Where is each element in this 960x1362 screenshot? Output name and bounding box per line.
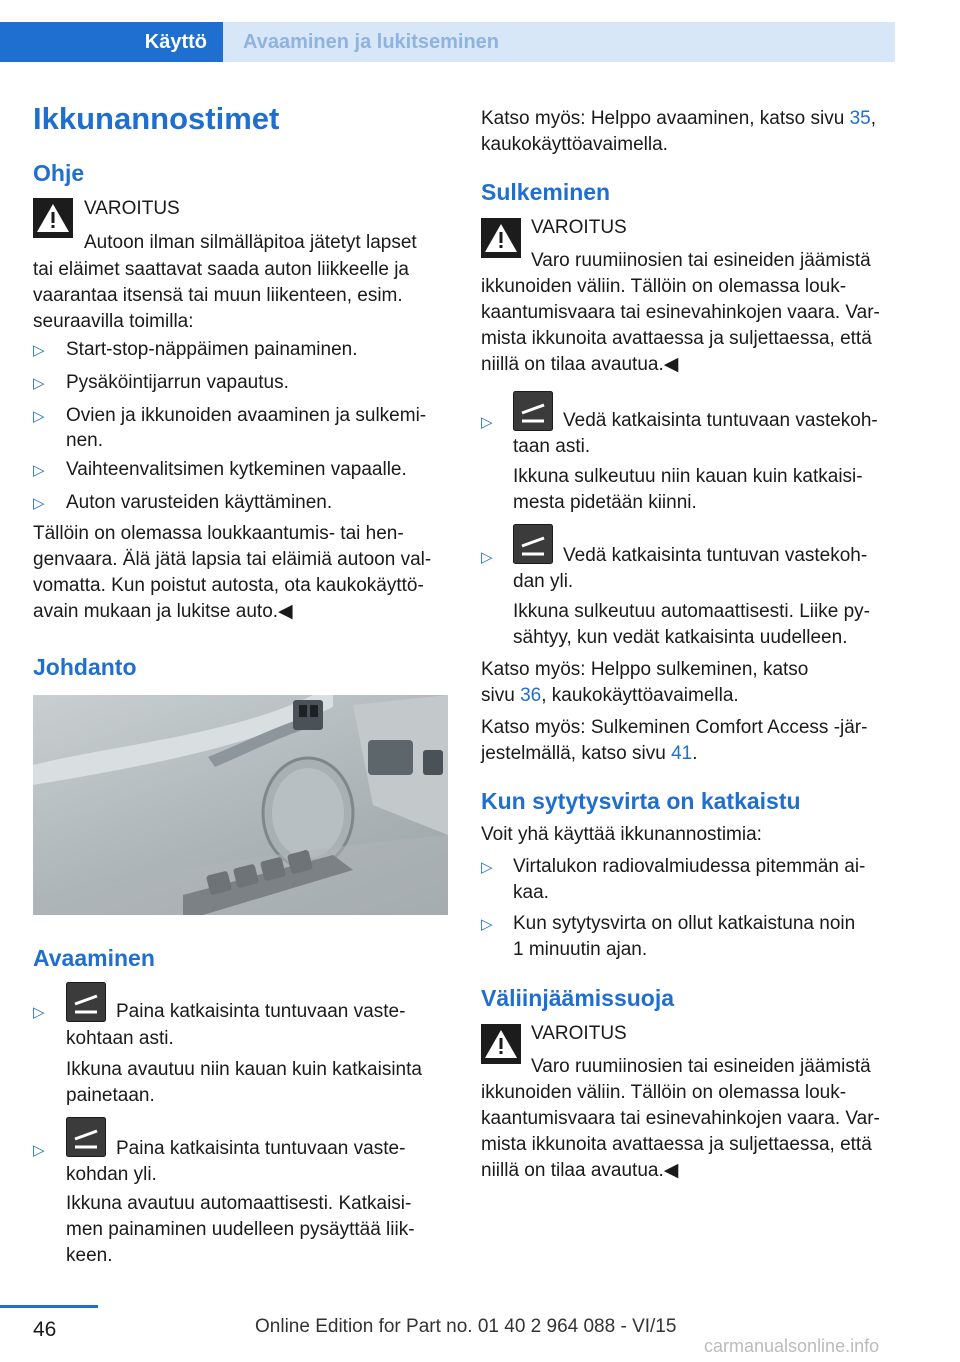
body-text: avain mukaan ja lukitse auto.◀ — [33, 601, 293, 622]
body-text: genvaara. Älä jätä lapsia tai eläimiä autoon val- — [33, 549, 432, 570]
step-text: men painaminen uudelleen pysäyttää liik- — [66, 1219, 415, 1240]
step-text: Ikkuna sulkeutuu niin kauan kuin katkaisi- — [513, 466, 863, 487]
list-item: Kun sytytysvirta on ollut katkaistuna noin — [513, 913, 856, 934]
list-item: Start-stop-näppäimen painaminen. — [66, 339, 358, 360]
window-switch-icon — [513, 391, 553, 431]
warning-text: seuraavilla toimilla: — [33, 311, 194, 332]
list-item: Pysäköintijarrun vapautus. — [66, 372, 289, 393]
bullet-icon: ▷ — [481, 859, 493, 876]
edition-text: Online Edition for Part no. 01 40 2 964 088 - VI/15 — [255, 1316, 677, 1337]
list-item-cont: 1 minuutin ajan. — [513, 939, 648, 960]
body-text: Tällöin on olemassa loukkaantumis- tai hen- — [33, 523, 404, 544]
step-text: sähtyy, kun vedät katkaisinta uudelleen. — [513, 627, 848, 648]
door-panel-photo — [33, 695, 448, 915]
step-text: Paina katkaisinta tuntuvaan vaste- — [116, 1001, 406, 1022]
step-text: taan asti. — [513, 436, 591, 457]
window-switch-icon — [66, 1117, 106, 1157]
step-text: kohdan yli. — [66, 1164, 157, 1185]
warning-text: kaantumisvaara tai esinevahinkojen vaara. Var- — [481, 302, 880, 323]
page-link[interactable]: 41 — [671, 743, 693, 764]
ignition-heading: Kun sytytysvirta on katkaistu — [481, 788, 801, 814]
page-link[interactable]: 35 — [849, 108, 871, 129]
page-number: 46 — [33, 1318, 57, 1341]
ohje-heading: Ohje — [33, 160, 85, 186]
warning-text: Autoon ilman silmälläpitoa jätetyt lapset — [84, 232, 417, 253]
bullet-icon: ▷ — [33, 1004, 45, 1021]
list-item: Ovien ja ikkunoiden avaaminen ja sulkemi- — [66, 405, 427, 426]
avaaminen-heading: Avaaminen — [33, 945, 155, 971]
step-text: painetaan. — [66, 1085, 155, 1106]
warning-text: vaarantaa itsensä tai muun liikenteen, esim. — [33, 285, 403, 306]
cross-reference: Katso myös: Helppo sulkeminen, katso — [481, 659, 809, 680]
step-text: Ikkuna sulkeutuu automaattisesti. Liike py- — [513, 601, 870, 622]
window-switch-icon — [66, 982, 106, 1022]
step-text: Ikkuna avautuu niin kauan kuin katkaisinta — [66, 1059, 422, 1080]
watermark: carmanualsonline.info — [704, 1336, 880, 1356]
warning-text: ikkunoiden väliin. Tällöin on olemassa louk- — [481, 276, 847, 297]
warning-triangle-icon — [33, 198, 73, 238]
list-item-cont: nen. — [66, 430, 103, 451]
bullet-icon: ▷ — [33, 1142, 45, 1159]
bullet-icon: ▷ — [33, 342, 45, 359]
warning-text: mista ikkunoita avattaessa ja suljettaessa, että — [481, 1134, 872, 1155]
step-text: Paina katkaisinta tuntuvaan vaste- — [116, 1138, 406, 1159]
pinch-heading: Väliinjäämissuoja — [481, 985, 675, 1011]
cross-reference: Katso myös: Sulkeminen Comfort Access -jär- — [481, 717, 868, 738]
page-link[interactable]: 36 — [520, 685, 542, 706]
warning-label: VAROITUS — [531, 1023, 627, 1044]
page-title: Ikkunannostimet — [33, 101, 280, 136]
bullet-icon: ▷ — [33, 375, 45, 392]
warning-text: mista ikkunoita avattaessa ja suljettaessa, että — [481, 328, 872, 349]
warning-text: kaantumisvaara tai esinevahinkojen vaara. Var- — [481, 1108, 880, 1129]
cross-reference-text: jestelmällä, katso sivu — [481, 743, 672, 764]
cross-reference-text: . — [692, 743, 698, 764]
step-text: dan yli. — [513, 571, 574, 592]
warning-text: Varo ruumiinosien tai esineiden jäämistä — [531, 250, 871, 271]
body-text: vomatta. Kun poistut autosta, ota kaukokäyttö- — [33, 575, 424, 596]
window-switch-icon — [513, 524, 553, 564]
bullet-icon: ▷ — [481, 916, 493, 933]
list-item: Vaihteenvalitsimen kytkeminen vapaalle. — [66, 459, 407, 480]
warning-text: Varo ruumiinosien tai esineiden jäämistä — [531, 1056, 871, 1077]
step-text: Vedä katkaisinta tuntuvan vastekoh- — [563, 545, 868, 566]
step-text: Vedä katkaisinta tuntuvaan vastekoh- — [563, 410, 878, 431]
johdanto-heading: Johdanto — [33, 654, 137, 680]
footer-rule — [0, 1305, 98, 1308]
step-text: Ikkuna avautuu automaattisesti. Katkaisi- — [66, 1193, 412, 1214]
list-item: Auton varusteiden käyttäminen. — [66, 492, 333, 513]
sulkeminen-heading: Sulkeminen — [481, 179, 611, 205]
cross-reference-cont — [481, 739, 698, 768]
list-item-cont: kaa. — [513, 882, 549, 903]
warning-label: VAROITUS — [84, 198, 180, 219]
warning-text: tai eläimet saattavat saada auton liikkeelle ja — [33, 259, 410, 280]
cross-reference-cont — [481, 681, 739, 710]
list-item: Virtalukon radiovalmiudessa pitemmän ai- — [513, 856, 866, 877]
bullet-icon: ▷ — [33, 495, 45, 512]
step-text: kohtaan asti. — [66, 1028, 174, 1049]
bullet-icon: ▷ — [33, 408, 45, 425]
subsection-title: Avaaminen ja lukitseminen — [223, 22, 895, 62]
step-text: keen. — [66, 1245, 113, 1266]
cross-reference-text: Katso myös: Helppo avaaminen, katso sivu — [481, 108, 850, 129]
page-header — [0, 22, 895, 62]
bullet-icon: ▷ — [33, 462, 45, 479]
warning-triangle-icon — [481, 218, 521, 258]
warning-text: ikkunoiden väliin. Tällöin on olemassa louk- — [481, 1082, 847, 1103]
warning-triangle-icon — [481, 1024, 521, 1064]
bullet-icon: ▷ — [481, 414, 493, 431]
body-text: Voit yhä käyttää ikkunannostimia: — [481, 824, 762, 845]
cross-reference: Katso myös: Helppo avaaminen, katso sivu 35, — [481, 108, 876, 129]
warning-label: VAROITUS — [531, 217, 627, 238]
bullet-icon: ▷ — [481, 549, 493, 566]
section-tab: Käyttö — [0, 22, 223, 62]
warning-text: niillä on tilaa avautua.◀ — [481, 354, 679, 375]
cross-reference-text: , kaukokäyttöavaimella. — [541, 685, 739, 706]
step-text: mesta pidetään kiinni. — [513, 492, 697, 513]
warning-text: niillä on tilaa avautua.◀ — [481, 1160, 679, 1181]
cross-reference-cont: kaukokäyttöavaimella. — [481, 134, 668, 155]
cross-reference-text: sivu — [481, 685, 521, 706]
